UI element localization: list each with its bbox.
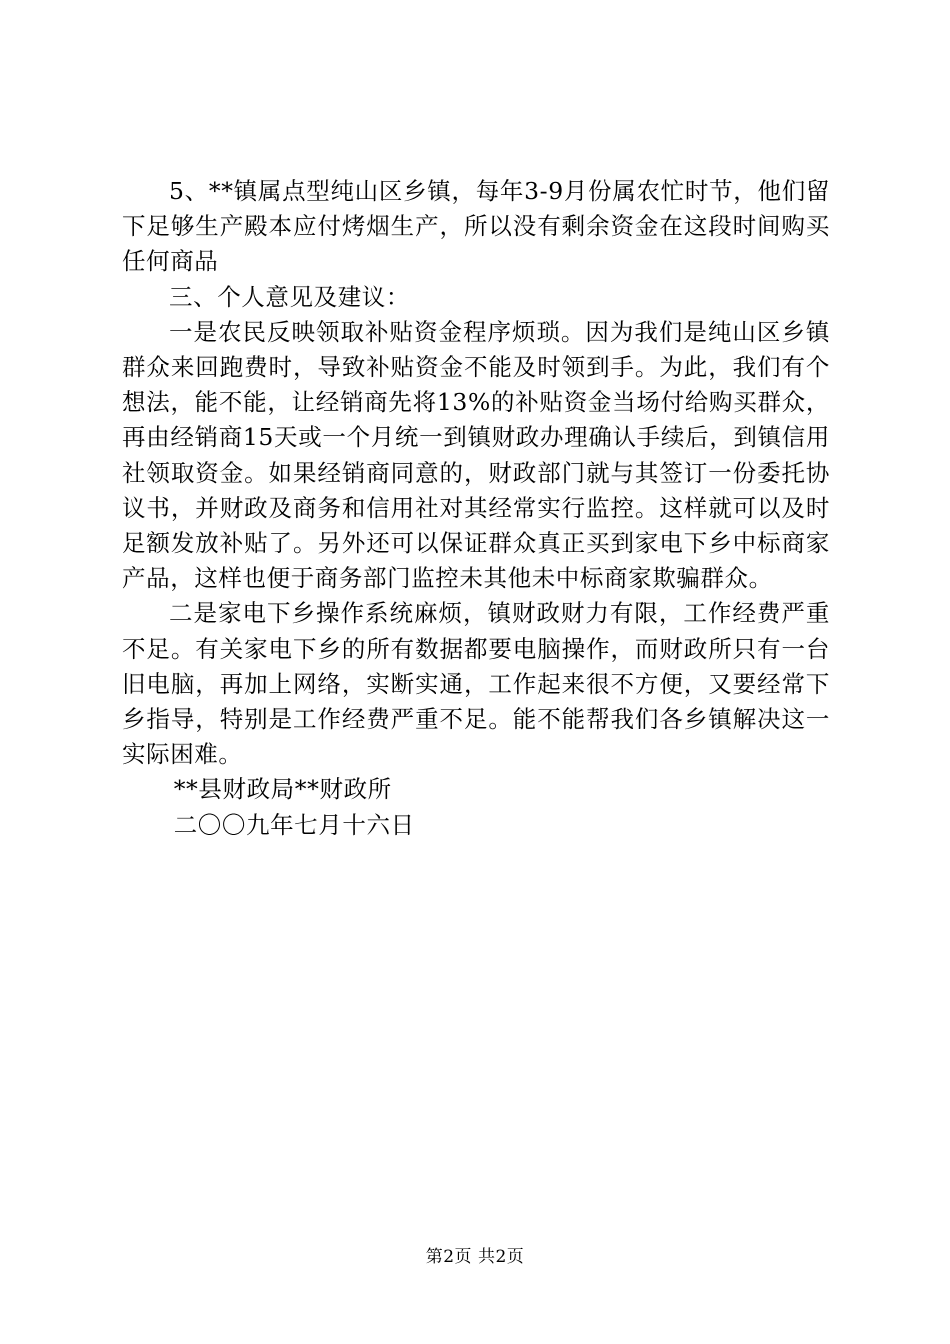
suggestion-paragraph-2: 二是家电下乡操作系统麻烦，镇财政财力有限，工作经费严重不足。有关家电下乡的所有数据都要电脑操作，而财政所只有一台旧电脑，再加上网络，实断实通，工作起来很不方便，又要经常下乡指导，特别是工作经费严重不足。能不能帮我们各乡镇解决这一实际困难。 (122, 599, 830, 769)
date-line: 二〇〇九年七月十六日 (173, 810, 415, 839)
section-heading: 三、个人意见及建议： (169, 282, 410, 311)
document-body (122, 174, 830, 843)
suggestion-paragraph-1: 一是农民反映领取补贴资金程序烦琐。因为我们是纯山区乡镇群众来回跑费时，导致补贴资金不能及时领到手。为此，我们有个想法，能不能，让经销商先将13%的补贴资金当场付给购买群众，再由经销商15天或一个月统一到镇财政办理确认手续后，到镇信用社领取资金。如果经销商同意的，财政部门就与其签订一份委托协议书，并财政及商务和信用社对其经常实行监控。这样就可以及时足额发放补贴了。另外还可以保证群众真正买到家电下乡中标商家产品，这样也便于商务部门监控未其他未中标商家欺骗群众。 (122, 317, 830, 593)
page-footer: 第2页 共2页 (425, 1247, 525, 1267)
signature-line: **县财政局**财政所 (173, 775, 392, 804)
paragraph-item-5: 5、**镇属点型纯山区乡镇，每年3-9月份属农忙时节，他们留下足够生产殿本应付烤烟生产，所以没有剩余资金在这段时间购买任何商品 (122, 177, 830, 276)
